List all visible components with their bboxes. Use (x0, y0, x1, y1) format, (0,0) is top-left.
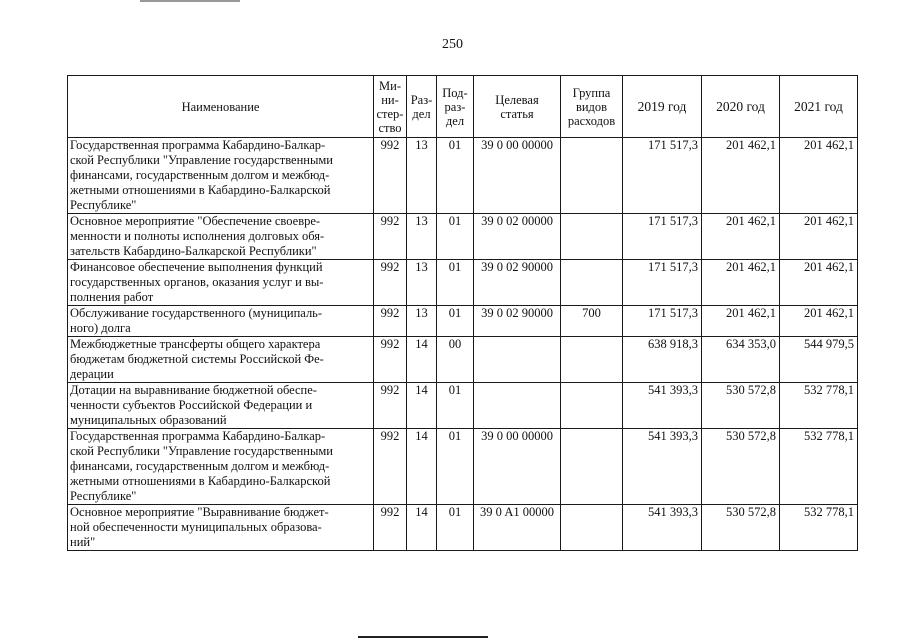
header-subsection: Под- раз- дел (437, 76, 474, 138)
cell-2019: 541 393,3 (623, 505, 702, 551)
cell-2020: 201 462,1 (702, 138, 780, 214)
cell-2019: 541 393,3 (623, 429, 702, 505)
cell-expense-group (561, 138, 623, 214)
cell-2020: 530 572,8 (702, 505, 780, 551)
header-2019: 2019 год (623, 76, 702, 138)
cell-subsection: 01 (437, 505, 474, 551)
cell-subsection: 01 (437, 214, 474, 260)
table-row (68, 505, 858, 551)
cell-target-article: 39 0 00 00000 (474, 138, 561, 214)
header-target-article: Целевая статья (474, 76, 561, 138)
cell-target-article: 39 0 00 00000 (474, 429, 561, 505)
table-row (68, 383, 858, 429)
cell-2020: 634 353,0 (702, 337, 780, 383)
cell-2020: 201 462,1 (702, 260, 780, 306)
cell-2019: 171 517,3 (623, 260, 702, 306)
cell-ministry: 992 (374, 429, 407, 505)
cell-section: 13 (407, 260, 437, 306)
cell-subsection: 01 (437, 138, 474, 214)
cell-2021: 201 462,1 (780, 306, 858, 337)
cell-section: 14 (407, 383, 437, 429)
cell-2020: 530 572,8 (702, 383, 780, 429)
cell-section: 13 (407, 214, 437, 260)
table-row (68, 138, 858, 214)
header-ministry: Ми- ни- стер- ство (374, 76, 407, 138)
cell-2020: 201 462,1 (702, 306, 780, 337)
header-2021: 2021 год (780, 76, 858, 138)
table-row (68, 429, 858, 505)
cell-2019: 171 517,3 (623, 306, 702, 337)
page-number: 250 (442, 37, 463, 52)
cell-2021: 201 462,1 (780, 138, 858, 214)
table-row (68, 214, 858, 260)
cell-subsection: 01 (437, 383, 474, 429)
header-2020: 2020 год (702, 76, 780, 138)
cell-ministry: 992 (374, 306, 407, 337)
cell-name: Государственная программа Кабардино-Балкар- ской Республики "Управление государственными финансами, государственным долгом и межбюд- жетными отношениями в Кабардино-Балкарской Республике" (68, 429, 374, 505)
top-scan-mark (140, 0, 240, 2)
cell-ministry: 992 (374, 214, 407, 260)
cell-ministry: 992 (374, 138, 407, 214)
cell-ministry: 992 (374, 505, 407, 551)
cell-ministry: 992 (374, 383, 407, 429)
header-row (68, 76, 858, 138)
cell-2020: 530 572,8 (702, 429, 780, 505)
budget-table (67, 75, 858, 551)
table-row (68, 260, 858, 306)
cell-name: Основное мероприятие "Обеспечение своевре- менности и полноты исполнения долговых обя- зательств Кабардино-Балкарской Республики" (68, 214, 374, 260)
header-expense-group: Группа видов расходов (561, 76, 623, 138)
footer-rule (358, 636, 488, 638)
cell-subsection: 01 (437, 429, 474, 505)
cell-name: Межбюджетные трансферты общего характера бюджетам бюджетной системы Российской Фе- дерации (68, 337, 374, 383)
cell-2021: 532 778,1 (780, 429, 858, 505)
cell-expense-group (561, 429, 623, 505)
cell-expense-group (561, 505, 623, 551)
table-body (68, 138, 858, 551)
cell-expense-group: 700 (561, 306, 623, 337)
cell-target-article: 39 0 02 00000 (474, 214, 561, 260)
cell-2019: 541 393,3 (623, 383, 702, 429)
cell-2020: 201 462,1 (702, 214, 780, 260)
cell-expense-group (561, 260, 623, 306)
cell-subsection: 01 (437, 306, 474, 337)
cell-2019: 638 918,3 (623, 337, 702, 383)
cell-2019: 171 517,3 (623, 138, 702, 214)
cell-subsection: 01 (437, 260, 474, 306)
cell-expense-group (561, 383, 623, 429)
table-row (68, 306, 858, 337)
cell-name: Финансовое обеспечение выполнения функций государственных органов, оказания услуг и вы- полнения работ (68, 260, 374, 306)
header-name: Наименование (68, 76, 374, 138)
cell-ministry: 992 (374, 260, 407, 306)
table-row (68, 337, 858, 383)
cell-2021: 532 778,1 (780, 505, 858, 551)
cell-expense-group (561, 337, 623, 383)
cell-target-article (474, 383, 561, 429)
cell-section: 13 (407, 138, 437, 214)
cell-subsection: 00 (437, 337, 474, 383)
cell-2021: 532 778,1 (780, 383, 858, 429)
cell-name: Дотации на выравнивание бюджетной обеспе- ченности субъектов Российской Федерации и муниципальных образований (68, 383, 374, 429)
cell-target-article: 39 0 02 90000 (474, 260, 561, 306)
cell-target-article: 39 0 02 90000 (474, 306, 561, 337)
cell-name: Основное мероприятие "Выравнивание бюджет- ной обеспеченности муниципальных образова- ний" (68, 505, 374, 551)
cell-2021: 201 462,1 (780, 214, 858, 260)
cell-target-article: 39 0 A1 00000 (474, 505, 561, 551)
cell-name: Обслуживание государственного (муниципаль- ного) долга (68, 306, 374, 337)
cell-section: 14 (407, 429, 437, 505)
cell-expense-group (561, 214, 623, 260)
cell-section: 14 (407, 505, 437, 551)
cell-2021: 544 979,5 (780, 337, 858, 383)
header-section: Раз- дел (407, 76, 437, 138)
cell-section: 14 (407, 337, 437, 383)
cell-ministry: 992 (374, 337, 407, 383)
cell-2019: 171 517,3 (623, 214, 702, 260)
cell-2021: 201 462,1 (780, 260, 858, 306)
cell-target-article (474, 337, 561, 383)
cell-name: Государственная программа Кабардино-Балкар- ской Республики "Управление государственными финансами, государственным долгом и межбюд- жетными отношениями в Кабардино-Балкарской Республике" (68, 138, 374, 214)
cell-section: 13 (407, 306, 437, 337)
